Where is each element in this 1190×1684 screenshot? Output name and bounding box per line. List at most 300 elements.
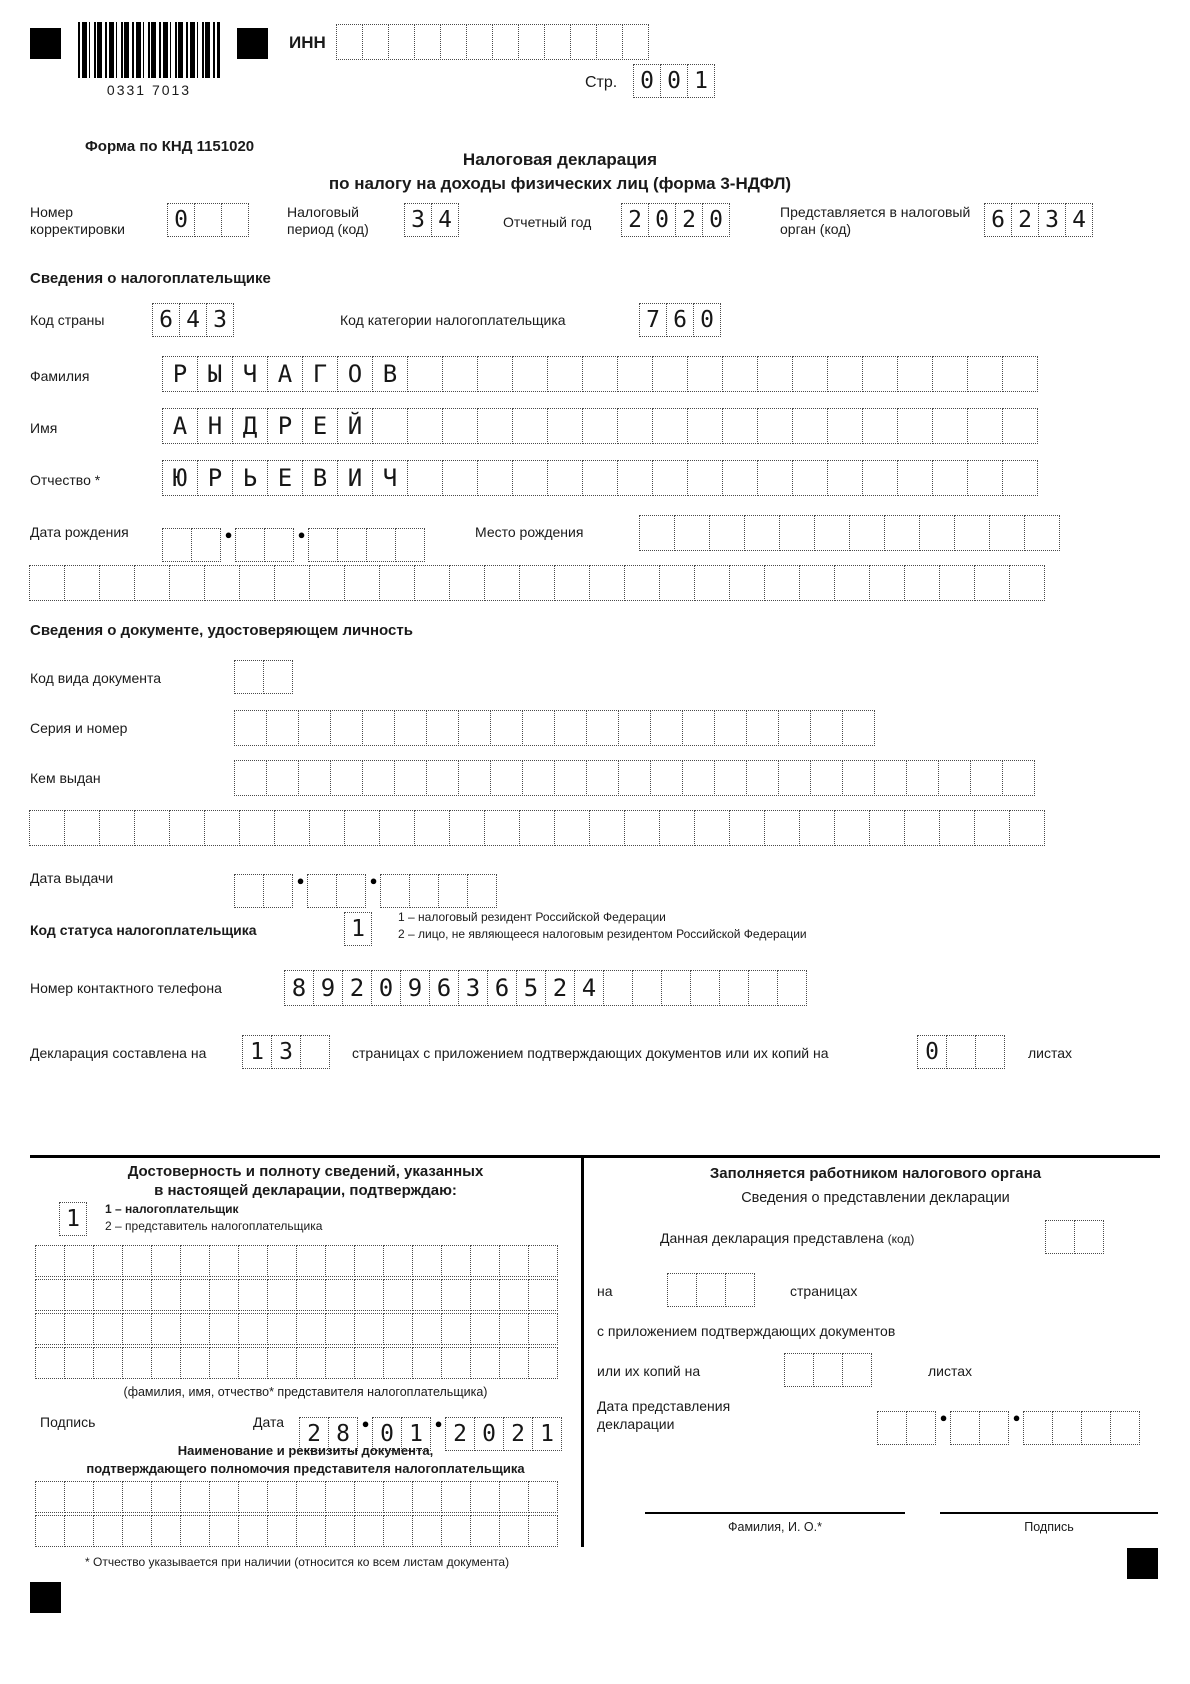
char-cell[interactable] [267,1313,297,1345]
char-cell[interactable] [238,1515,268,1547]
char-cell[interactable] [989,515,1025,551]
char-cell[interactable] [746,760,779,796]
char-cell[interactable] [209,1481,239,1513]
confirmation-code-field[interactable] [60,1202,87,1236]
doc-authority-row-1[interactable] [36,1481,558,1513]
char-cell[interactable] [827,356,863,392]
char-cell[interactable] [869,810,905,846]
char-cell[interactable] [234,660,264,694]
char-cell[interactable] [379,810,415,846]
char-cell[interactable] [442,356,478,392]
char-cell[interactable] [714,760,747,796]
char-cell[interactable] [467,874,497,908]
char-cell[interactable] [757,356,793,392]
char-cell[interactable] [694,565,730,601]
char-cell[interactable] [383,1279,413,1311]
char-cell[interactable]: А [162,408,198,444]
official-date-day[interactable] [878,1411,936,1445]
issue-date-year[interactable] [381,874,497,908]
char-cell[interactable] [687,356,723,392]
char-cell[interactable] [35,1515,65,1547]
char-cell[interactable] [238,1347,268,1379]
char-cell[interactable]: 1 [59,1202,87,1236]
char-cell[interactable] [296,1279,326,1311]
char-cell[interactable]: Е [302,408,338,444]
char-cell[interactable] [884,515,920,551]
char-cell[interactable] [778,760,811,796]
char-cell[interactable] [267,1245,297,1277]
char-cell[interactable] [939,565,975,601]
char-cell[interactable] [842,710,875,746]
char-cell[interactable] [267,1481,297,1513]
char-cell[interactable] [814,515,850,551]
char-cell[interactable] [307,874,337,908]
char-cell[interactable] [122,1245,152,1277]
char-cell[interactable] [618,760,651,796]
char-cell[interactable] [234,874,264,908]
char-cell[interactable] [842,1353,872,1387]
official-date-month[interactable] [951,1411,1009,1445]
char-cell[interactable] [792,460,828,496]
char-cell[interactable] [412,1515,442,1547]
char-cell[interactable] [441,1515,471,1547]
char-cell[interactable]: Ю [162,460,198,496]
tax-authority-field[interactable] [985,203,1093,237]
char-cell[interactable] [263,660,293,694]
char-cell[interactable] [967,460,1003,496]
char-cell[interactable] [267,1347,297,1379]
char-cell[interactable] [757,408,793,444]
char-cell[interactable] [1023,1411,1053,1445]
country-code-field[interactable] [153,303,234,337]
char-cell[interactable] [779,515,815,551]
char-cell[interactable] [792,408,828,444]
char-cell[interactable] [1052,1411,1082,1445]
char-cell[interactable]: 6 [487,970,517,1006]
char-cell[interactable] [477,460,513,496]
char-cell[interactable] [264,528,294,562]
char-cell[interactable] [586,710,619,746]
char-cell[interactable] [512,356,548,392]
char-cell[interactable] [122,1515,152,1547]
char-cell[interactable] [603,970,633,1006]
char-cell[interactable] [239,565,275,601]
char-cell[interactable] [667,1273,697,1307]
char-cell[interactable] [449,810,485,846]
char-cell[interactable] [764,810,800,846]
char-cell[interactable] [442,460,478,496]
char-cell[interactable] [499,1481,529,1513]
char-cell[interactable] [379,565,415,601]
char-cell[interactable] [622,24,649,60]
char-cell[interactable] [64,565,100,601]
char-cell[interactable] [64,1347,94,1379]
char-cell[interactable] [412,1279,442,1311]
char-cell[interactable] [298,710,331,746]
official-date-year[interactable] [1024,1411,1140,1445]
char-cell[interactable] [440,24,467,60]
char-cell[interactable]: Е [267,460,303,496]
char-cell[interactable] [442,408,478,444]
representative-fio-row-1[interactable] [36,1245,558,1277]
char-cell[interactable] [906,760,939,796]
char-cell[interactable] [388,24,415,60]
char-cell[interactable]: Ь [232,460,268,496]
char-cell[interactable]: 1 [532,1417,562,1451]
char-cell[interactable]: 0 [167,203,195,237]
char-cell[interactable] [722,356,758,392]
char-cell[interactable] [93,1347,123,1379]
char-cell[interactable] [441,1313,471,1345]
char-cell[interactable] [582,460,618,496]
char-cell[interactable] [932,356,968,392]
char-cell[interactable] [528,1347,558,1379]
char-cell[interactable] [151,1481,181,1513]
official-pages-field[interactable] [668,1273,755,1307]
char-cell[interactable] [554,710,587,746]
char-cell[interactable] [874,760,907,796]
char-cell[interactable] [687,460,723,496]
char-cell[interactable] [151,1245,181,1277]
char-cell[interactable] [412,1245,442,1277]
char-cell[interactable] [906,1411,936,1445]
char-cell[interactable] [383,1347,413,1379]
char-cell[interactable]: 2 [445,1417,475,1451]
char-cell[interactable] [979,1411,1009,1445]
birthplace-field[interactable] [640,515,1060,551]
char-cell[interactable]: 4 [1065,203,1093,237]
char-cell[interactable] [528,1515,558,1547]
char-cell[interactable] [394,760,427,796]
char-cell[interactable] [1074,1220,1104,1254]
char-cell[interactable] [238,1245,268,1277]
char-cell[interactable]: 1 [344,912,372,946]
char-cell[interactable] [1009,565,1045,601]
char-cell[interactable] [522,710,555,746]
char-cell[interactable] [729,810,765,846]
status-code-field[interactable] [345,912,372,946]
char-cell[interactable] [617,408,653,444]
char-cell[interactable] [330,710,363,746]
char-cell[interactable] [441,1347,471,1379]
char-cell[interactable] [409,874,439,908]
char-cell[interactable] [180,1347,210,1379]
char-cell[interactable] [325,1313,355,1345]
char-cell[interactable] [967,408,1003,444]
char-cell[interactable] [151,1515,181,1547]
char-cell[interactable] [799,565,835,601]
char-cell[interactable] [204,810,240,846]
char-cell[interactable] [499,1347,529,1379]
char-cell[interactable] [99,565,135,601]
char-cell[interactable]: 1 [401,1417,431,1451]
char-cell[interactable] [354,1481,384,1513]
char-cell[interactable] [336,24,363,60]
char-cell[interactable] [296,1481,326,1513]
char-cell[interactable] [362,760,395,796]
char-cell[interactable] [274,810,310,846]
char-cell[interactable] [974,565,1010,601]
char-cell[interactable] [169,810,205,846]
char-cell[interactable]: 9 [400,970,430,1006]
char-cell[interactable] [1110,1411,1140,1445]
phone-field[interactable] [285,970,807,1006]
birthdate-day[interactable] [163,528,221,562]
char-cell[interactable] [522,760,555,796]
char-cell[interactable]: В [302,460,338,496]
char-cell[interactable] [528,1279,558,1311]
char-cell[interactable] [1009,810,1045,846]
char-cell[interactable] [458,710,491,746]
char-cell[interactable] [499,1245,529,1277]
char-cell[interactable] [151,1313,181,1345]
doc-type-code-field[interactable] [235,660,293,694]
char-cell[interactable] [554,810,590,846]
surname-field[interactable] [163,356,1038,392]
char-cell[interactable] [426,710,459,746]
birthplace-continuation-field[interactable] [30,565,1045,601]
submitted-code-field[interactable] [1046,1220,1104,1254]
char-cell[interactable] [714,710,747,746]
char-cell[interactable]: В [372,356,408,392]
char-cell[interactable] [519,565,555,601]
char-cell[interactable] [528,1313,558,1345]
char-cell[interactable] [674,515,710,551]
char-cell[interactable]: Ч [232,356,268,392]
char-cell[interactable] [544,24,571,60]
char-cell[interactable]: 6 [666,303,694,337]
issue-date-day[interactable] [235,874,293,908]
char-cell[interactable] [1024,515,1060,551]
char-cell[interactable] [659,810,695,846]
char-cell[interactable] [35,1347,65,1379]
char-cell[interactable] [919,515,955,551]
char-cell[interactable] [778,710,811,746]
char-cell[interactable] [235,528,265,562]
char-cell[interactable] [709,515,745,551]
char-cell[interactable] [687,408,723,444]
char-cell[interactable] [624,565,660,601]
char-cell[interactable]: 1 [687,64,715,98]
char-cell[interactable] [547,460,583,496]
char-cell[interactable]: 5 [516,970,546,1006]
char-cell[interactable] [354,1245,384,1277]
char-cell[interactable] [757,460,793,496]
char-cell[interactable] [1002,356,1038,392]
char-cell[interactable] [414,565,450,601]
char-cell[interactable] [180,1245,210,1277]
char-cell[interactable] [650,760,683,796]
char-cell[interactable] [344,810,380,846]
char-cell[interactable] [810,710,843,746]
char-cell[interactable] [238,1279,268,1311]
page-number-field[interactable] [634,64,715,98]
char-cell[interactable] [725,1273,755,1307]
char-cell[interactable] [180,1279,210,1311]
char-cell[interactable]: Г [302,356,338,392]
char-cell[interactable] [512,460,548,496]
char-cell[interactable]: Н [197,408,233,444]
char-cell[interactable] [1081,1411,1111,1445]
char-cell[interactable] [298,760,331,796]
char-cell[interactable] [586,760,619,796]
char-cell[interactable] [449,565,485,601]
char-cell[interactable] [589,565,625,601]
char-cell[interactable] [932,408,968,444]
char-cell[interactable]: О [337,356,373,392]
char-cell[interactable] [827,408,863,444]
char-cell[interactable]: 6 [984,203,1012,237]
char-cell[interactable]: 0 [371,970,401,1006]
char-cell[interactable] [618,710,651,746]
official-sheets-field[interactable] [785,1353,872,1387]
char-cell[interactable] [372,408,408,444]
char-cell[interactable] [659,565,695,601]
char-cell[interactable] [122,1481,152,1513]
char-cell[interactable] [477,408,513,444]
char-cell[interactable] [632,970,662,1006]
char-cell[interactable] [29,565,65,601]
char-cell[interactable] [492,24,519,60]
char-cell[interactable] [528,1481,558,1513]
birthdate-field[interactable] [163,515,425,562]
char-cell[interactable] [722,460,758,496]
char-cell[interactable]: 4 [574,970,604,1006]
char-cell[interactable] [180,1481,210,1513]
char-cell[interactable] [309,565,345,601]
char-cell[interactable] [93,1279,123,1311]
char-cell[interactable] [1002,408,1038,444]
char-cell[interactable] [407,460,443,496]
char-cell[interactable] [470,1347,500,1379]
char-cell[interactable] [238,1481,268,1513]
char-cell[interactable] [849,515,885,551]
char-cell[interactable] [499,1313,529,1345]
representative-fio-row-4[interactable] [36,1347,558,1379]
char-cell[interactable] [300,1035,330,1069]
char-cell[interactable] [122,1313,152,1345]
char-cell[interactable] [169,565,205,601]
char-cell[interactable] [325,1515,355,1547]
char-cell[interactable] [325,1347,355,1379]
char-cell[interactable] [499,1279,529,1311]
char-cell[interactable] [470,1279,500,1311]
char-cell[interactable] [582,356,618,392]
char-cell[interactable]: 4 [431,203,459,237]
char-cell[interactable] [652,460,688,496]
char-cell[interactable] [239,810,275,846]
char-cell[interactable]: 4 [179,303,207,337]
char-cell[interactable] [380,874,410,908]
char-cell[interactable] [777,970,807,1006]
char-cell[interactable]: 2 [342,970,372,1006]
char-cell[interactable] [441,1245,471,1277]
correction-field[interactable] [168,203,249,237]
char-cell[interactable] [209,1279,239,1311]
char-cell[interactable] [354,1347,384,1379]
char-cell[interactable] [180,1515,210,1547]
char-cell[interactable] [330,760,363,796]
char-cell[interactable] [764,565,800,601]
char-cell[interactable] [458,760,491,796]
char-cell[interactable] [813,1353,843,1387]
char-cell[interactable] [64,810,100,846]
char-cell[interactable] [810,760,843,796]
char-cell[interactable]: 0 [474,1417,504,1451]
char-cell[interactable] [93,1313,123,1345]
char-cell[interactable]: 0 [660,64,688,98]
char-cell[interactable] [842,760,875,796]
char-cell[interactable] [309,810,345,846]
char-cell[interactable] [877,1411,907,1445]
char-cell[interactable]: 1 [242,1035,272,1069]
char-cell[interactable] [746,710,779,746]
char-cell[interactable] [470,1481,500,1513]
char-cell[interactable] [414,810,450,846]
char-cell[interactable] [64,1245,94,1277]
char-cell[interactable] [383,1515,413,1547]
char-cell[interactable] [932,460,968,496]
char-cell[interactable]: Р [162,356,198,392]
char-cell[interactable] [134,810,170,846]
char-cell[interactable] [477,356,513,392]
char-cell[interactable] [441,1279,471,1311]
char-cell[interactable] [582,408,618,444]
char-cell[interactable]: 0 [648,203,676,237]
char-cell[interactable] [690,970,720,1006]
char-cell[interactable] [267,1279,297,1311]
tax-period-field[interactable] [405,203,459,237]
char-cell[interactable] [596,24,623,60]
char-cell[interactable] [325,1279,355,1311]
char-cell[interactable] [554,565,590,601]
birthdate-month[interactable] [236,528,294,562]
char-cell[interactable] [266,760,299,796]
category-code-field[interactable] [640,303,721,337]
char-cell[interactable] [827,460,863,496]
char-cell[interactable] [950,1411,980,1445]
char-cell[interactable] [267,1515,297,1547]
char-cell[interactable]: 8 [284,970,314,1006]
char-cell[interactable] [470,1245,500,1277]
char-cell[interactable] [624,810,660,846]
signature-signature-line[interactable] [940,1512,1158,1514]
char-cell[interactable]: 2 [503,1417,533,1451]
char-cell[interactable] [650,710,683,746]
composition-sheets-field[interactable] [918,1035,1005,1069]
char-cell[interactable] [337,528,367,562]
char-cell[interactable] [834,810,870,846]
char-cell[interactable] [325,1245,355,1277]
char-cell[interactable] [354,1313,384,1345]
char-cell[interactable] [151,1279,181,1311]
char-cell[interactable] [407,356,443,392]
char-cell[interactable] [484,810,520,846]
char-cell[interactable]: Ы [197,356,233,392]
char-cell[interactable] [383,1245,413,1277]
char-cell[interactable] [897,356,933,392]
char-cell[interactable] [729,565,765,601]
char-cell[interactable] [234,760,267,796]
char-cell[interactable]: 3 [404,203,432,237]
char-cell[interactable] [234,710,267,746]
inn-field[interactable] [337,24,649,60]
char-cell[interactable] [862,460,898,496]
char-cell[interactable] [99,810,135,846]
char-cell[interactable] [29,810,65,846]
char-cell[interactable] [151,1347,181,1379]
char-cell[interactable] [412,1313,442,1345]
